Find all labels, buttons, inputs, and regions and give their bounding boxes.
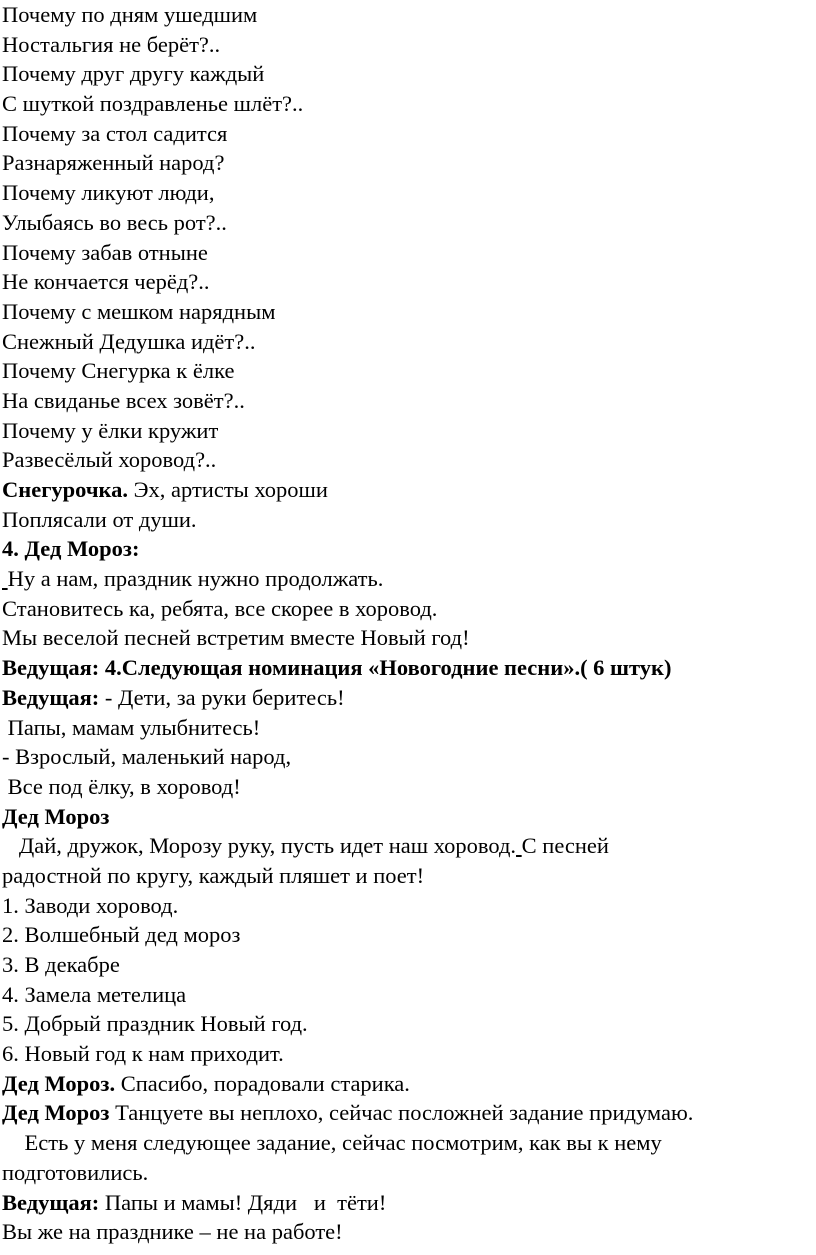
poem-line: Улыбаясь во весь рот?.. bbox=[2, 209, 227, 235]
song-item: 6. Новый год к нам приходит. bbox=[2, 1041, 284, 1067]
song-item: 5. Добрый праздник Новый год. bbox=[2, 1011, 308, 1037]
nomination-heading: Ведущая: 4.Следующая номинация «Новогодние песни».( 6 штук) bbox=[2, 655, 672, 681]
poem-line: На свиданье всех зовёт?.. bbox=[2, 387, 245, 413]
speaker-name: Дед Мороз bbox=[2, 1100, 110, 1126]
poem-line: С шуткой поздравленье шлёт?.. bbox=[2, 91, 304, 117]
replica-line: Поплясали от души. bbox=[2, 506, 197, 532]
replica-line bbox=[2, 1098, 816, 1128]
poem-line: Почему забав отныне bbox=[2, 239, 208, 265]
poem-line: Почему с мешком нарядным bbox=[2, 298, 276, 324]
replica-line bbox=[2, 564, 816, 594]
ded-moroz-task bbox=[2, 1098, 816, 1187]
replica-line bbox=[2, 831, 816, 861]
song-item: 3. В декабре bbox=[2, 952, 120, 977]
speaker-name: Ведущая: bbox=[2, 1189, 100, 1215]
poem-line: Почему у ёлки кружит bbox=[2, 417, 219, 443]
replica-text: Папы и мамы! Дяди и тёти! bbox=[99, 1189, 387, 1215]
poem-line: Почему по дням ушедшим bbox=[2, 2, 258, 27]
song-list bbox=[2, 891, 816, 1069]
replica-line: подготовились. bbox=[2, 1159, 149, 1185]
host-final-replica bbox=[2, 1188, 816, 1247]
ded-moroz-thanks bbox=[2, 1069, 816, 1099]
poem-line: Почему ликуют люди, bbox=[2, 180, 215, 206]
ded-moroz-round-dance bbox=[2, 802, 816, 891]
replica-line: Есть у меня следующее задание, сейчас посмотрим, как вы к нему bbox=[2, 1130, 662, 1156]
poem-line: Почему за стол садится bbox=[2, 120, 228, 146]
replica-line: радостной по кругу, каждый пляшет и поет! bbox=[2, 862, 425, 888]
poem-line: Разнаряженный народ? bbox=[2, 150, 225, 176]
replica-text: Спасибо, порадовали старика. bbox=[115, 1070, 410, 1096]
speaker-name: Дед Мороз bbox=[2, 803, 110, 829]
section-heading: 4. Дед Мороз: bbox=[2, 536, 140, 562]
song-item: 4. Замела метелица bbox=[2, 981, 187, 1007]
replica-line: Становитесь ка, ребята, все скорее в хоровод. bbox=[2, 595, 438, 621]
replica-line: Мы веселой песней встретим вместе Новый год! bbox=[2, 625, 470, 651]
song-item: 1. Заводи хоровод. bbox=[2, 892, 179, 918]
poem-line: Снежный Дедушка идёт?.. bbox=[2, 328, 256, 354]
replica-text: С песней bbox=[521, 833, 609, 859]
replica-line bbox=[2, 475, 816, 505]
ded-moroz-4-replica bbox=[2, 534, 816, 653]
replica-line bbox=[2, 1069, 816, 1099]
replica-line: Папы, мамам улыбнитесь! bbox=[2, 714, 261, 740]
replica-text: - Дети, за руки беритесь! bbox=[99, 684, 345, 710]
replica-text: Эх, артисты хороши bbox=[128, 477, 328, 502]
replica-line: Все под ёлку, в хоровод! bbox=[2, 773, 241, 799]
speaker-name: Дед Мороз. bbox=[2, 1070, 116, 1096]
replica-line bbox=[2, 683, 816, 713]
replica-line: - Взрослый, маленький народ, bbox=[2, 744, 292, 770]
song-item: 2. Волшебный дед мороз bbox=[2, 922, 241, 948]
replica-text: Ну а нам, праздник нужно продолжать. bbox=[7, 566, 384, 592]
poem-line: Ностальгия не берёт?.. bbox=[2, 31, 221, 57]
replica-line bbox=[2, 1188, 816, 1218]
replica-text: Дай, дружок, Морозу руку, пусть идет наш хоровод. bbox=[2, 833, 517, 859]
poem-line: Не кончается черёд?.. bbox=[2, 269, 210, 295]
poem-line: Почему Снегурка к ёлке bbox=[2, 358, 235, 384]
poem-stanza bbox=[2, 0, 816, 475]
speaker-name: Ведущая: bbox=[2, 684, 100, 710]
host-announcement bbox=[2, 653, 816, 683]
poem-line: Развесёлый хоровод?.. bbox=[2, 447, 217, 473]
host-replica bbox=[2, 683, 816, 802]
snegurochka-replica bbox=[2, 475, 816, 534]
replica-line: Вы же на празднике – не на работе! bbox=[2, 1219, 343, 1245]
poem-line: Почему друг другу каждый bbox=[2, 61, 265, 87]
speaker-name: Снегурочка. bbox=[2, 477, 129, 502]
replica-text: Танцуете вы неплохо, сейчас посложней задание придумаю. bbox=[109, 1100, 694, 1126]
